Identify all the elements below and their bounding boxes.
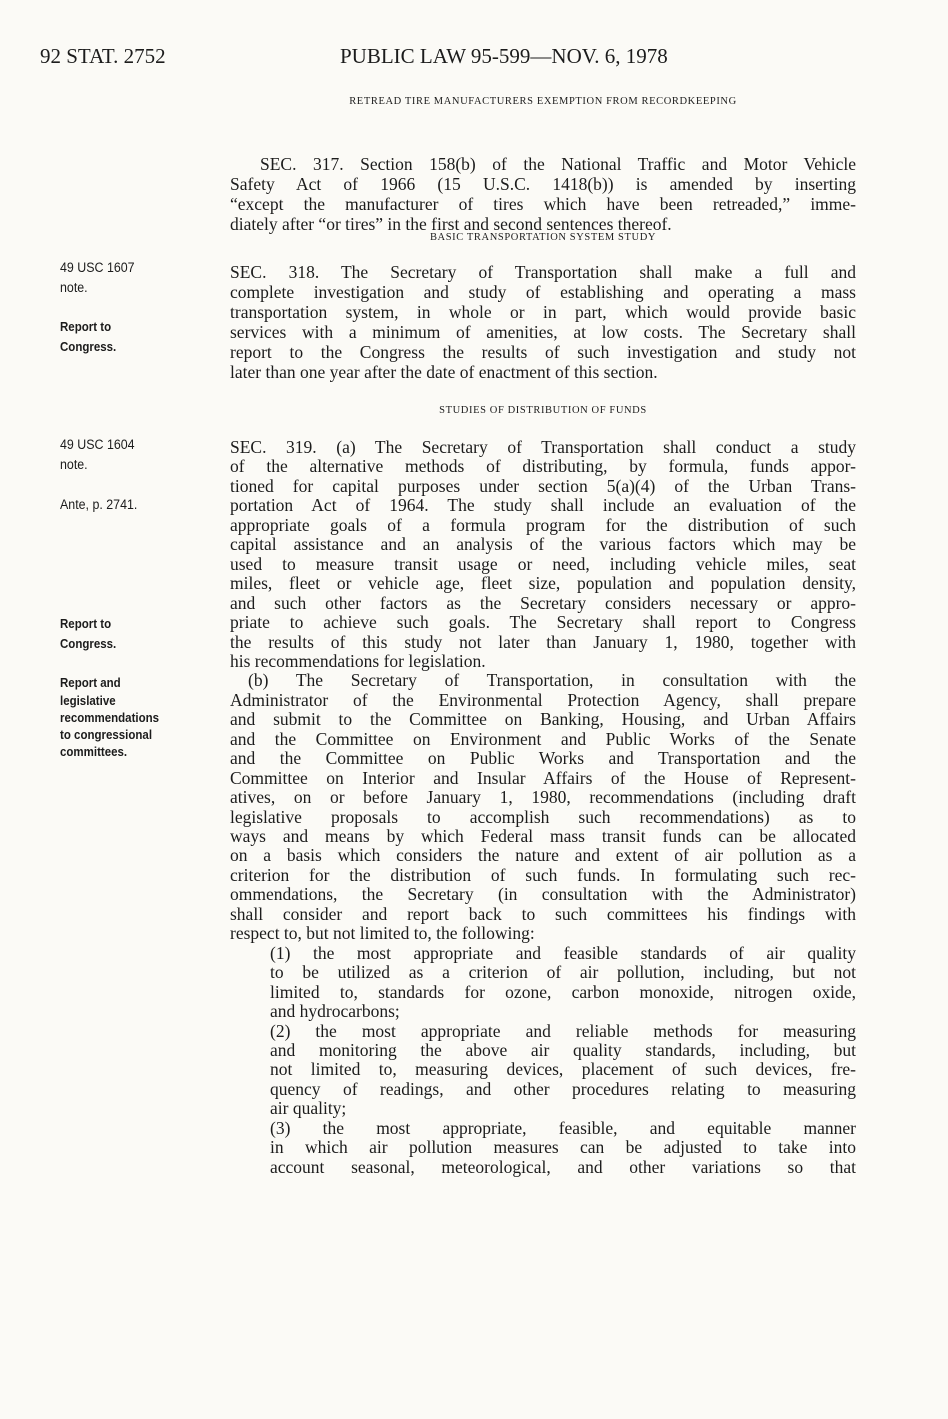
margin-note: Report to [60,320,112,334]
text-line: used to measure transit usage or need, including vehicle miles, seat [230,553,856,574]
text-line: ommendations, the Secretary (in consultation with the Administrator) [230,884,856,905]
text-line: and the Committee on Public Works and Transportation and the [230,748,856,769]
public-law-title: PUBLIC LAW 95-599—NOV. 6, 1978 [340,44,668,68]
margin-note: legislative [60,694,116,708]
text-line: and the Committee on Environment and Public Works of the Senate [230,728,856,749]
text-line: (1) the most appropriate and feasible standards of air quality [270,942,856,963]
text-line: appropriate goals of a formula program for the distribution of such [230,514,856,535]
stat-page-number: 92 STAT. 2752 [40,44,166,68]
text-line: and such other factors as the Secretary considers necessary or appro- [230,592,856,613]
text-line: shall consider and report back to such committees his findings with [230,903,856,924]
margin-note: note. [60,280,88,295]
margin-note: Report to [60,617,112,631]
text-line: Committee on Interior and Insular Affairs of the House of Represent- [230,767,856,788]
text-line: complete investigation and study of establishing and operating a mass [230,282,856,302]
text-line: portation Act of 1964. The study shall include an evaluation of the [230,495,856,516]
margin-note: Congress. [60,340,117,354]
margin-note: 49 USC 1604 [60,437,135,452]
text-line: respect to, but not limited to, the following: [230,923,535,944]
text-line: atives, on or before January 1, 1980, recommendations (including draft [230,787,856,808]
margin-note: Congress. [60,637,117,651]
text-line: SEC. 319. (a) The Secretary of Transportation shall conduct a study [230,437,856,457]
text-line: legislative proposals to accomplish such recommendations) as to [230,806,856,827]
text-line: and monitoring the above air quality standards, including, but [270,1039,856,1060]
text-line: the results of this study not later than January 1, 1980, together with [230,631,856,652]
text-line: of the alternative methods of distributing, by formula, funds appor- [230,456,856,477]
text-line: priate to achieve such goals. The Secretary shall report to Congress [230,612,856,633]
text-line: to be utilized as a criterion of air pollution, including, but not [270,962,856,983]
text-line: transportation system, in whole or in part, which would provide basic [230,302,856,322]
margin-note: Report and [60,676,121,690]
section-heading: RETREAD TIRE MANUFACTURERS EXEMPTION FROM RECORDKEEPING [349,96,737,107]
text-line: and submit to the Committee on Banking, Housing, and Urban Affairs [230,709,856,730]
section-heading: BASIC TRANSPORTATION SYSTEM STUDY [429,232,657,243]
text-line: and hydrocarbons; [270,1001,400,1022]
margin-note: to congressional [60,728,153,742]
text-line: quency of readings, and other procedures relating to measuring [270,1078,856,1099]
text-line: (b) The Secretary of Transportation, in consultation with the [248,670,856,691]
margin-note: recommendations [60,711,160,725]
margin-note: Ante, p. 2741. [60,497,138,512]
text-line: account seasonal, meteorological, and other variations so that [270,1156,856,1177]
text-line: on a basis which considers the nature and extent of air pollution as a [230,845,856,866]
text-line: (2) the most appropriate and reliable methods for measuring [270,1020,856,1041]
text-line: criterion for the distribution of such funds. In formulating such rec- [230,864,856,885]
text-line: Safety Act of 1966 (15 U.S.C. 1418(b)) is amended by inserting [230,174,856,194]
text-line: tioned for capital purposes under section 5(a)(4) of the Urban Trans- [230,475,856,496]
text-line: SEC. 317. Section 158(b) of the National Traffic and Motor Vehicle [260,154,856,174]
text-line: not limited to, measuring devices, placement of such devices, fre- [270,1059,856,1080]
text-line: in which air pollution measures can be adjusted to take into [270,1137,856,1158]
text-line: later than one year after the date of enactment of this section. [230,362,658,382]
section-heading: STUDIES OF DISTRIBUTION OF FUNDS [439,405,647,416]
text-line: air quality; [270,1098,347,1119]
text-line: (3) the most appropriate, feasible, and equitable manner [270,1117,856,1138]
text-line: ways and means by which Federal mass transit funds can be allocated [230,826,856,846]
text-line: limited to, standards for ozone, carbon monoxide, nitrogen oxide, [270,981,856,1002]
margin-note: 49 USC 1607 [60,260,135,275]
text-line: SEC. 318. The Secretary of Transportation shall make a full and [230,262,856,282]
margin-note: note. [60,457,88,472]
text-line: his recommendations for legislation. [230,650,486,671]
text-line: Administrator of the Environmental Protection Agency, shall prepare [230,689,856,710]
margin-note: committees. [60,745,128,759]
text-line: miles, fleet or vehicle age, fleet size, population and population density, [230,573,856,594]
text-line: capital assistance and an analysis of the various factors which may be [230,534,856,555]
text-line: report to the Congress the results of such investigation and study not [230,342,856,362]
text-line: diately after “or tires” in the first and second sentences thereof. [230,214,672,234]
text-line: “except the manufacturer of tires which have been retreaded,” imme- [230,194,856,214]
text-line: services with a minimum of amenities, at low costs. The Secretary shall [230,322,856,342]
